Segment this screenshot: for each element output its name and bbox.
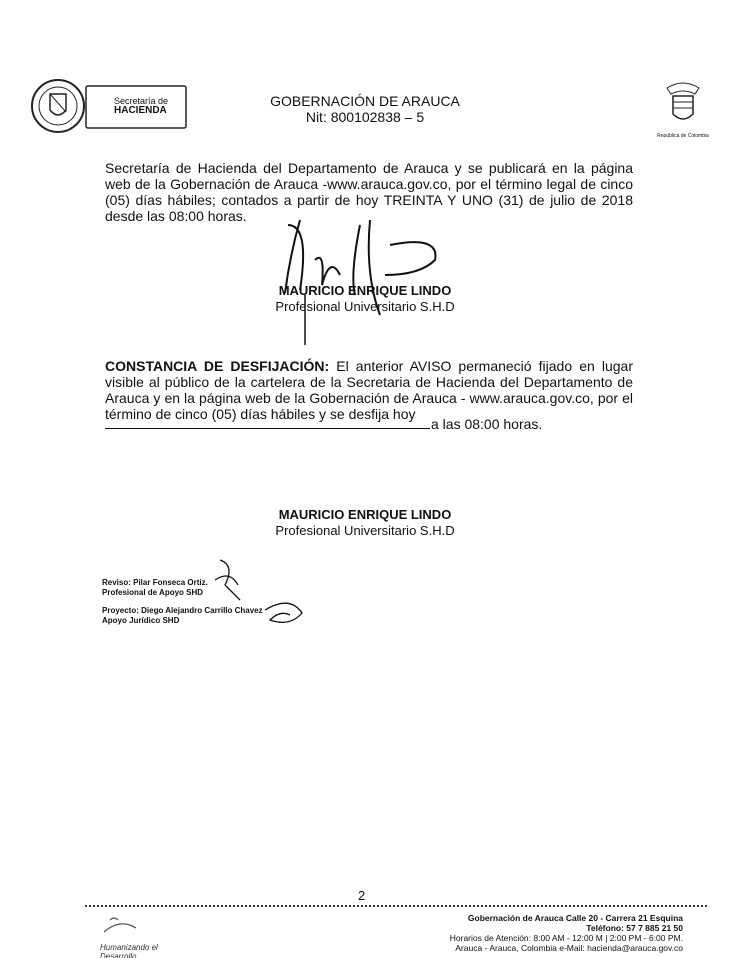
colombia-coat-of-arms-icon — [663, 80, 703, 128]
reviso-role: Profesional de Apoyo SHD — [102, 588, 204, 597]
footer-phone: Teléfono: 57 7 885 21 50 — [586, 923, 683, 933]
signer-2-name: MAURICIO ENRIQUE LINDO — [278, 507, 452, 522]
signer-2-title: Profesional Universitario S.H.D — [275, 523, 455, 538]
paragraph-constancia — [105, 358, 633, 422]
initials-signatures — [210, 555, 310, 635]
humanizando-logo-text: Humanizando el Desarrollo — [100, 943, 158, 958]
footer-email: Arauca - Arauca, Colombia e-Mail: hacienda@arauca.gov.co — [455, 943, 683, 953]
proyecto-name: Proyecto: Diego Alejandro Carrillo Chavez — [102, 606, 263, 615]
hacienda-logo — [30, 78, 188, 134]
handwritten-signature — [270, 215, 470, 345]
colombia-logo — [655, 80, 711, 139]
logo-text-hacienda: HACIENDA — [114, 105, 167, 116]
document-title: GOBERNACIÓN DE ARAUCA — [270, 93, 460, 109]
nit-number: Nit: 800102838 – 5 — [305, 109, 425, 125]
signer-1-name: MAURICIO ENRIQUE LINDO — [278, 283, 452, 298]
reviso-name: Reviso: Pilar Fonseca Ortiz. — [102, 578, 208, 587]
logo-text-secretaria: Secretaría de — [114, 96, 169, 106]
proyecto-role: Apoyo Jurídico SHD — [102, 616, 180, 625]
footer-hours: Horarios de Atención: 8:00 AM - 12:00 M | 2:00 PM - 6:00 PM. — [449, 933, 683, 943]
date-blank-line — [105, 414, 430, 429]
constancia-label: CONSTANCIA DE DESFIJACIÓN: — [105, 358, 330, 374]
paragraph-publication: Secretaría de Hacienda del Departamento de Arauca y se publicará en la página web de la Gobernación de Arauca -www.arauca.gov.co, por el término legal de cinco (05) días hábiles; contados a partir de hoy TREINTA Y UNO (31) de julio de 2018 desde las 08:00 horas. — [105, 160, 633, 224]
footer-divider — [85, 905, 707, 907]
constancia-text: El anterior AVISO permaneció fijado en lugar visible al público de la cartelera de la Secretaria de Hacienda del Departamento de Arauca y en la página web de la Gobernación de Arauca - www.arauca.gov.co, por el término de cinco (05) días hábiles y se desfija hoy — [105, 358, 633, 422]
constancia-end: a las 08:00 horas. — [431, 416, 543, 432]
humanizando-logo-icon — [100, 914, 140, 938]
logo-caption: República de Colombia — [657, 133, 709, 139]
signer-1-title: Profesional Universitario S.H.D — [275, 299, 455, 314]
humanizando-logo — [100, 914, 190, 958]
page-number: 2 — [358, 888, 366, 903]
footer-address: Gobernación de Arauca Calle 20 - Carrera 21 Esquina — [467, 913, 683, 923]
